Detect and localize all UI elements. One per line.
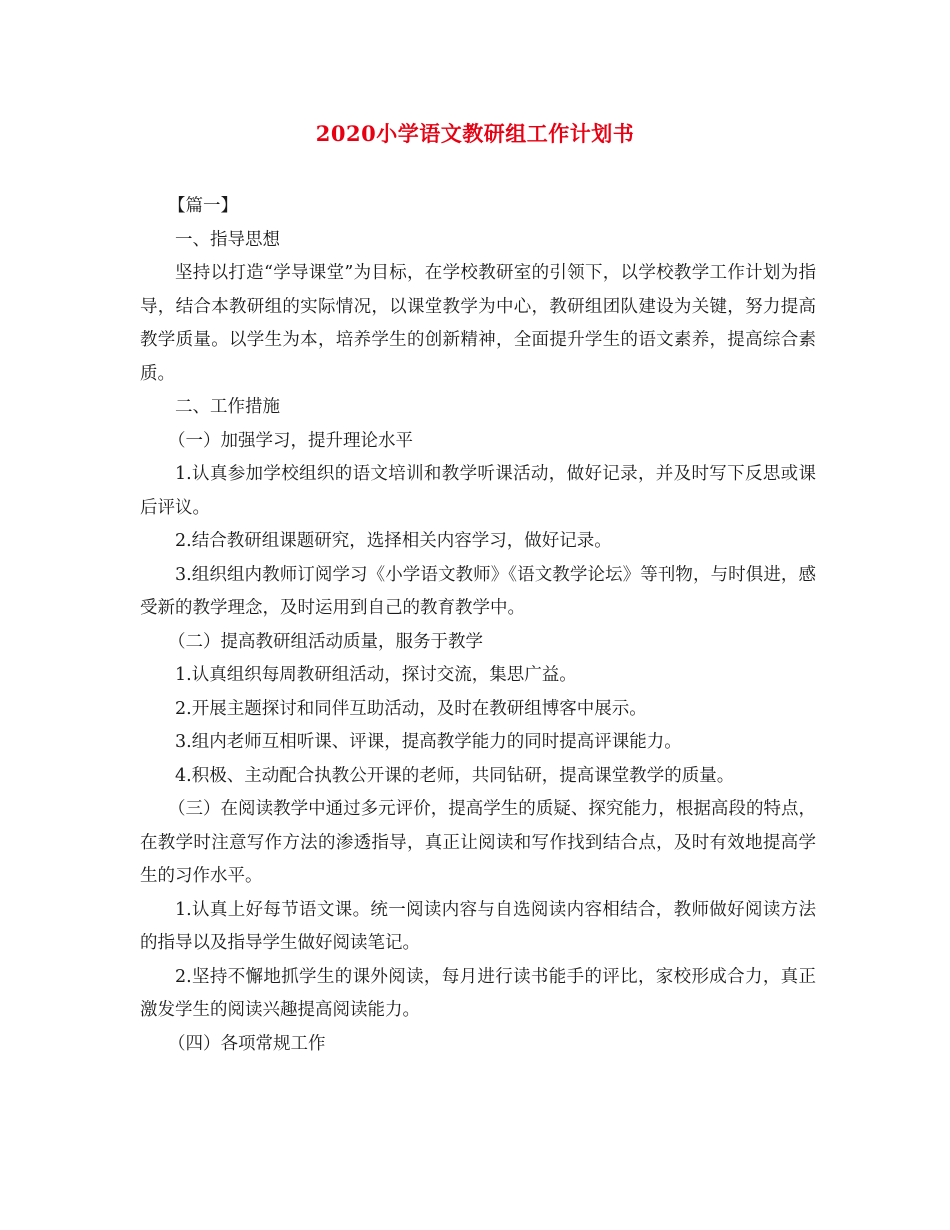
subheading: （一）加强学习，提升理论水平 xyxy=(168,430,413,451)
list-item: 2.开展主题探讨和同伴互助活动，及时在教研组博客中展示。 xyxy=(175,698,647,719)
list-item: 2.坚持不懈地抓学生的课外阅读，每月进行读书能手的评比，家校形成合力，真正激发学生的阅读兴趣提高阅读能力。 xyxy=(140,966,816,1020)
heading-guiding-thought: 一、指导思想 xyxy=(175,229,280,250)
list-item: 3.组织组内教师订阅学习《小学语文教师》《语文教学论坛》等刊物，与时俱进，感受新的教学理念，及时运用到自己的教育教学中。 xyxy=(140,564,816,618)
list-item: 4.积极、主动配合执教公开课的老师，共同钻研，提高课堂教学的质量。 xyxy=(175,765,735,786)
list-item: 2.结合教研组课题研究，选择相关内容学习，做好记录。 xyxy=(175,531,612,551)
list-item: 1.认真参加学校组织的语文培训和教学听课活动，做好记录，并及时写下反思或课后评议。 xyxy=(140,464,816,518)
paragraph: 坚持以打造“学导课堂”为目标，在学校教研室的引领下，以学校教学工作计划为指导，结合本教研组的实际情况，以课堂教学为中心，教研组团队建设为关键，努力提高教学质量。以学生为本，培养学生的创新精神，全面提升学生的语文素养，提高综合素质。 xyxy=(140,263,816,384)
list-item: 1.认真组织每周教研组活动，探讨交流，集思广益。 xyxy=(175,665,577,685)
section-label: 【篇一】 xyxy=(168,196,238,216)
list-item: 3.组内老师互相听课、评课，提高教学能力的同时提高评课能力。 xyxy=(175,732,682,752)
subheading: （二）提高教研组活动质量，服务于教学 xyxy=(168,631,483,652)
list-item: 1.认真上好每节语文课。统一阅读内容与自选阅读内容相结合，教师做好阅读方法的指导以及指导学生做好阅读笔记。 xyxy=(140,899,816,953)
heading-work-measures: 二、工作措施 xyxy=(175,397,280,417)
document-body xyxy=(140,190,816,1061)
subheading: （四）各项常规工作 xyxy=(168,1033,326,1054)
subheading: （三）在阅读教学中通过多元评价，提高学生的质疑、探究能力，根据高段的特点，在教学时注意写作方法的渗透指导，真正让阅读和写作找到结合点，及时有效地提高学生的习作水平。 xyxy=(140,799,816,886)
document-title: 2020小学语文教研组工作计划书 xyxy=(315,121,635,146)
